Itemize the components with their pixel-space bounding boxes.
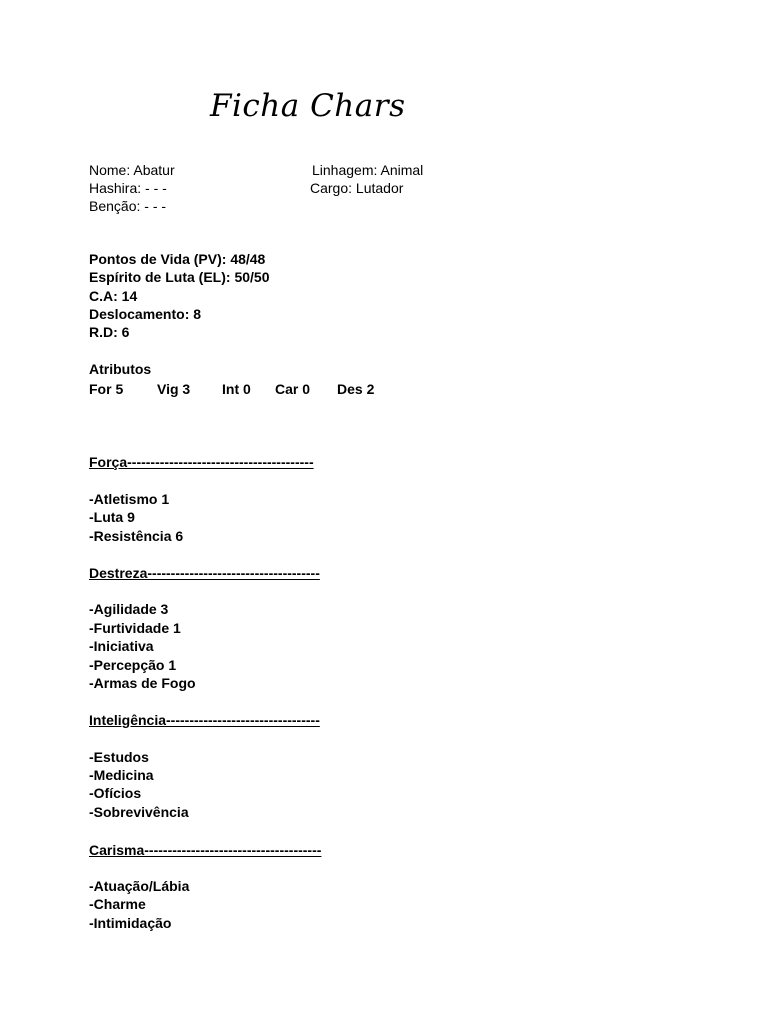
list-item: -Atletismo 1 bbox=[89, 491, 170, 507]
bencao-field: Benção: - - - bbox=[89, 198, 167, 214]
list-item: -Estudos bbox=[89, 749, 149, 765]
list-item: -Ofícios bbox=[89, 785, 142, 801]
nome-field: Nome: Abatur bbox=[89, 162, 175, 178]
pv-stat: Pontos de Vida (PV): 48/48 bbox=[89, 251, 266, 267]
list-item: -Luta 9 bbox=[89, 509, 135, 525]
atributo-des: Des 2 bbox=[337, 381, 375, 397]
list-item: -Intimidação bbox=[89, 915, 172, 931]
hashira-field: Hashira: - - - bbox=[89, 180, 167, 196]
section-header-inteligencia: Inteligência--------------------------------- bbox=[89, 712, 320, 728]
rd-stat: R.D: 6 bbox=[89, 324, 130, 340]
section-header-destreza: Destreza------------------------------------- bbox=[89, 565, 320, 581]
atributo-car: Car 0 bbox=[275, 381, 311, 397]
list-item: -Charme bbox=[89, 896, 146, 912]
ca-stat: C.A: 14 bbox=[89, 288, 138, 304]
list-item: -Medicina bbox=[89, 767, 154, 783]
cargo-field: Cargo: Lutador bbox=[310, 180, 404, 196]
list-item: -Armas de Fogo bbox=[89, 675, 196, 691]
list-item: -Resistência 6 bbox=[89, 528, 184, 544]
list-item: -Percepção 1 bbox=[89, 657, 177, 673]
list-item: -Sobrevivência bbox=[89, 804, 189, 820]
page-title: Ficha Chars bbox=[210, 88, 406, 124]
atributo-int: Int 0 bbox=[222, 381, 251, 397]
section-header-carisma: Carisma-------------------------------------- bbox=[89, 842, 322, 858]
el-stat: Espírito de Luta (EL): 50/50 bbox=[89, 269, 270, 285]
list-item: -Atuação/Lábia bbox=[89, 878, 190, 894]
deslocamento-stat: Deslocamento: 8 bbox=[89, 306, 202, 322]
section-header-forca: Força---------------------------------------- bbox=[89, 454, 314, 470]
list-item: -Agilidade 3 bbox=[89, 601, 169, 617]
linhagem-field: Linhagem: Animal bbox=[312, 162, 424, 178]
atributos-label: Atributos bbox=[89, 361, 152, 377]
atributo-vig: Vig 3 bbox=[157, 381, 191, 397]
list-item: -Furtividade 1 bbox=[89, 620, 181, 636]
atributo-for: For 5 bbox=[89, 381, 124, 397]
list-item: -Iniciativa bbox=[89, 638, 154, 654]
